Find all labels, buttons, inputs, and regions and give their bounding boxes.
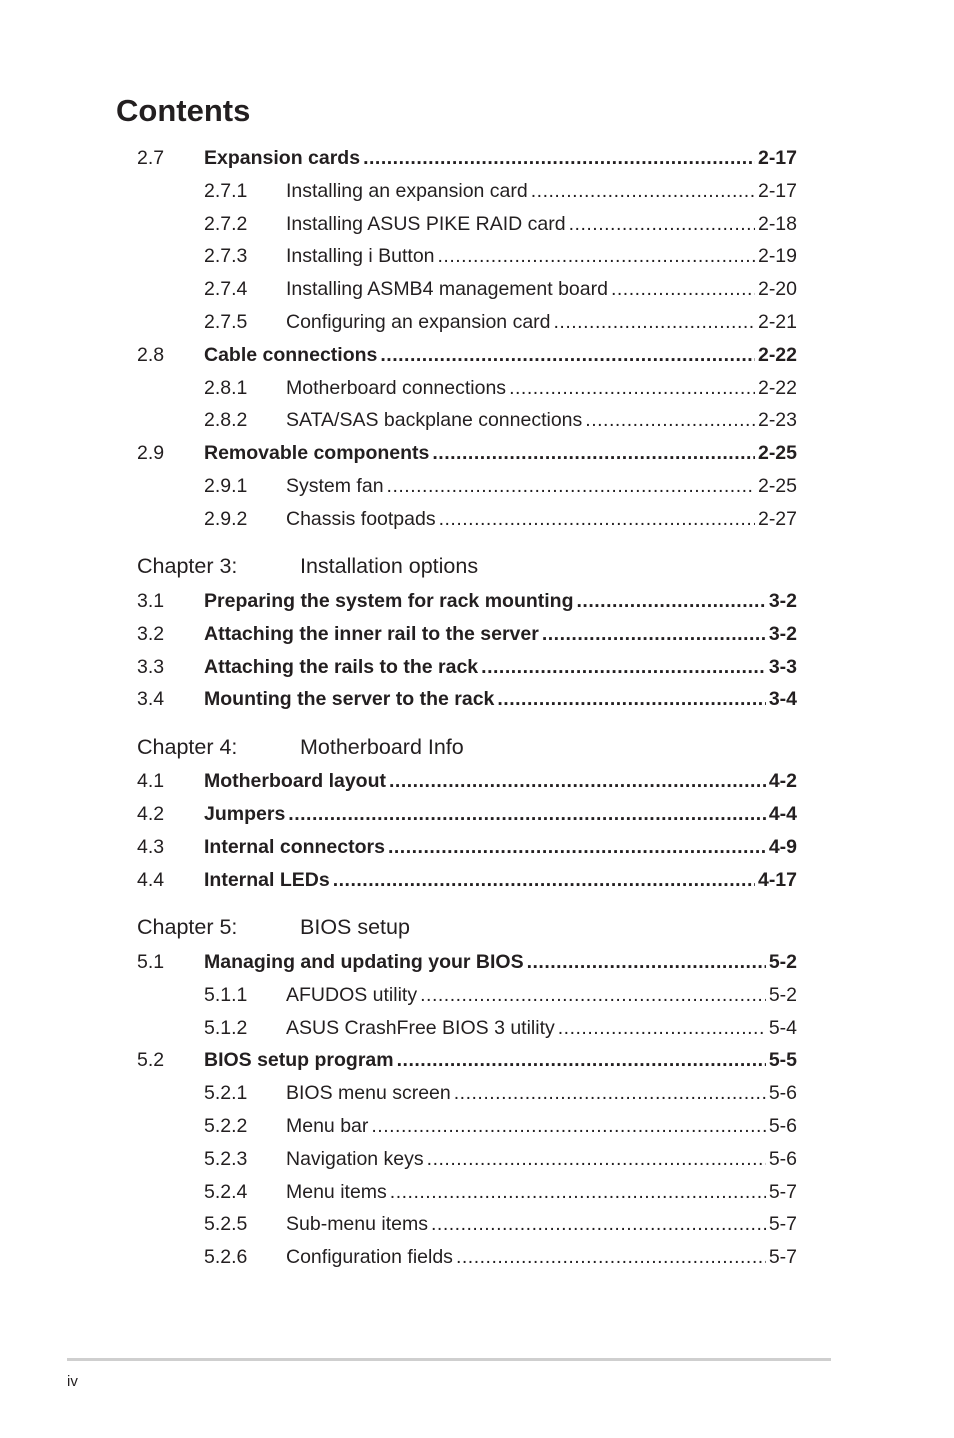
dot-leader (558, 1012, 766, 1045)
entry-page-number: 2-27 (757, 507, 797, 530)
entry-title: Internal connectors (204, 836, 385, 858)
entry-number: 5.1 (137, 950, 165, 973)
entry-number: 4.2 (137, 803, 165, 826)
entry-title: BIOS setup program (204, 1049, 394, 1072)
toc-subsection-entry[interactable] (0, 1077, 954, 1110)
entry-number: 5.2.3 (204, 1147, 248, 1170)
entry-page-number: 5-5 (768, 1049, 797, 1072)
dot-leader (585, 404, 755, 437)
entry-number: 3.1 (137, 589, 165, 612)
dot-leader (388, 831, 766, 864)
page-title: Contents (116, 93, 251, 128)
entry-title: Sub-menu items (286, 1213, 428, 1236)
entry-title: Motherboard connections (286, 376, 507, 399)
entry-number: 5.2.4 (204, 1180, 248, 1203)
entry-title: AFUDOS utility (286, 983, 418, 1006)
chapter-title: Installation options (300, 554, 479, 579)
entry-page-number: 4-2 (768, 770, 797, 793)
entry-title: Jumpers (204, 803, 286, 826)
entry-page-number: 5-6 (768, 1082, 797, 1105)
entry-page-number: 2-22 (757, 376, 797, 399)
dot-leader (542, 618, 766, 651)
entry-page-number: 2-22 (757, 343, 797, 366)
entry-title: Installing an expansion card (286, 179, 528, 202)
toc-section-entry[interactable] (0, 864, 954, 897)
entry-page-number: 2-23 (757, 409, 797, 432)
entry-title: Installing i Button (286, 245, 435, 268)
entry-number: 3.3 (137, 655, 165, 678)
entry-number: 2.8.1 (204, 376, 248, 399)
dot-leader (454, 1077, 766, 1110)
entry-number: 5.2.2 (204, 1114, 248, 1137)
toc-subsection-entry[interactable] (0, 979, 954, 1012)
entry-page-number: 2-17 (757, 179, 797, 202)
dot-leader (371, 1110, 765, 1143)
entry-number: 2.7.3 (204, 245, 248, 268)
dot-leader (380, 339, 755, 372)
entry-number: 2.8 (137, 343, 165, 366)
toc-subsection-entry[interactable] (0, 1012, 954, 1045)
chapter-label: Chapter 3: (137, 554, 238, 579)
toc-section-entry[interactable] (0, 946, 954, 979)
entry-page-number: 2-21 (757, 311, 797, 333)
entry-page-number: 3-4 (768, 688, 797, 711)
chapter-title: Motherboard Info (300, 734, 464, 759)
entry-page-number: 5-6 (768, 1147, 797, 1170)
entry-page-number: 5-7 (768, 1246, 797, 1269)
entry-number: 2.7 (137, 147, 165, 169)
entry-page-number: 3-2 (768, 622, 797, 645)
entry-page-number: 2-25 (757, 442, 797, 465)
dot-leader (531, 175, 755, 208)
toc-subsection-entry[interactable] (0, 503, 954, 536)
entry-title: SATA/SAS backplane connections (286, 409, 583, 432)
entry-title: Mounting the server to the rack (204, 688, 495, 711)
toc-subsection-entry[interactable] (0, 240, 954, 273)
entry-page-number: 5-6 (768, 1114, 797, 1137)
entry-number: 5.1.2 (204, 1016, 248, 1039)
entry-title: Internal LEDs (204, 868, 330, 891)
dot-leader (333, 864, 755, 897)
dot-leader (397, 1044, 766, 1077)
entry-page-number: 2-19 (757, 245, 797, 268)
entry-page-number: 5-4 (768, 1016, 797, 1039)
entry-title: Expansion cards (204, 147, 361, 169)
dot-leader (577, 585, 766, 618)
entry-page-number: 5-7 (768, 1213, 797, 1236)
entry-page-number: 2-25 (757, 475, 797, 497)
entry-page-number: 3-2 (768, 589, 797, 612)
entry-title: Installing ASUS PIKE RAID card (286, 212, 566, 235)
dot-leader (527, 946, 766, 979)
entry-number: 5.2.6 (204, 1246, 248, 1269)
entry-title: Configuration fields (286, 1246, 453, 1269)
entry-title: System fan (286, 475, 384, 497)
toc-subsection-entry[interactable] (0, 470, 954, 503)
dot-leader (438, 240, 755, 273)
chapter-title: BIOS setup (300, 915, 410, 940)
toc-subsection-entry[interactable] (0, 1143, 954, 1176)
dot-leader (288, 798, 766, 831)
toc-subsection-entry[interactable] (0, 175, 954, 208)
chapter-label: Chapter 4: (137, 734, 238, 759)
toc-section-entry[interactable] (0, 142, 954, 175)
entry-title: ASUS CrashFree BIOS 3 utility (286, 1016, 555, 1039)
toc-section-entry[interactable] (0, 651, 954, 684)
toc-subsection-entry[interactable] (0, 306, 954, 339)
toc-section-entry[interactable] (0, 339, 954, 372)
entry-number: 5.2.5 (204, 1213, 248, 1236)
toc-chapter-heading[interactable] (0, 731, 954, 764)
toc-section-entry[interactable] (0, 1044, 954, 1077)
dot-leader (569, 208, 755, 241)
toc-subsection-entry[interactable] (0, 404, 954, 437)
dot-leader (439, 503, 755, 536)
entry-number: 4.3 (137, 836, 165, 858)
toc-section-entry[interactable] (0, 798, 954, 831)
toc-subsection-entry[interactable] (0, 273, 954, 306)
entry-page-number: 5-2 (768, 950, 797, 973)
toc-subsection-entry[interactable] (0, 208, 954, 241)
entry-number: 2.7.4 (204, 278, 248, 301)
dot-leader (390, 1176, 766, 1209)
entry-number: 2.9.2 (204, 507, 248, 530)
toc-chapter-heading[interactable] (0, 550, 954, 583)
entry-number: 2.7.5 (204, 311, 248, 333)
entry-title: BIOS menu screen (286, 1082, 451, 1105)
entry-number: 5.2.1 (204, 1082, 248, 1105)
footer-divider (67, 1358, 831, 1361)
dot-leader (481, 651, 766, 684)
toc-subsection-entry[interactable] (0, 1241, 954, 1274)
dot-leader (431, 1208, 766, 1241)
entry-title: Motherboard layout (204, 770, 387, 793)
entry-number: 2.9.1 (204, 475, 248, 497)
page-number: iv (67, 1373, 78, 1390)
toc-section-entry[interactable] (0, 765, 954, 798)
entry-page-number: 5-7 (768, 1180, 797, 1203)
dot-leader (509, 372, 755, 405)
entry-title: Navigation keys (286, 1147, 424, 1170)
chapter-label: Chapter 5: (137, 915, 238, 940)
entry-number: 5.2 (137, 1049, 165, 1072)
entry-number: 2.9 (137, 442, 165, 465)
dot-leader (387, 470, 755, 503)
toc-subsection-entry[interactable] (0, 1110, 954, 1143)
entry-title: Installing ASMB4 management board (286, 278, 608, 301)
entry-number: 5.1.1 (204, 983, 248, 1006)
dot-leader (554, 306, 755, 339)
toc-subsection-entry[interactable] (0, 1176, 954, 1209)
dot-leader (611, 273, 755, 306)
entry-number: 3.4 (137, 688, 165, 711)
entry-title: Cable connections (204, 343, 378, 366)
entry-page-number: 4-9 (768, 836, 797, 858)
entry-number: 4.1 (137, 770, 165, 793)
toc-section-entry[interactable] (0, 831, 954, 864)
toc-section-entry[interactable] (0, 683, 954, 716)
entry-page-number: 2-18 (757, 212, 797, 235)
dot-leader (432, 437, 755, 470)
toc-section-entry[interactable] (0, 437, 954, 470)
entry-title: Preparing the system for rack mounting (204, 589, 574, 612)
dot-leader (363, 142, 755, 175)
entry-number: 3.2 (137, 622, 165, 645)
entry-title: Attaching the inner rail to the server (204, 622, 539, 645)
toc-section-entry[interactable] (0, 618, 954, 651)
entry-page-number: 2-17 (757, 147, 797, 169)
toc-section-entry[interactable] (0, 585, 954, 618)
dot-leader (497, 683, 765, 716)
entry-page-number: 4-17 (757, 868, 797, 891)
entry-page-number: 2-20 (757, 278, 797, 301)
entry-title: Attaching the rails to the rack (204, 655, 479, 678)
entry-title: Menu bar (286, 1114, 369, 1137)
entry-title: Removable components (204, 442, 430, 465)
entry-number: 2.7.2 (204, 212, 248, 235)
entry-number: 2.7.1 (204, 179, 248, 202)
dot-leader (456, 1241, 766, 1274)
entry-number: 2.8.2 (204, 409, 248, 432)
entry-title: Managing and updating your BIOS (204, 950, 524, 973)
entry-page-number: 5-2 (768, 983, 797, 1006)
entry-title: Configuring an expansion card (286, 311, 551, 333)
entry-title: Menu items (286, 1180, 387, 1203)
dot-leader (427, 1143, 766, 1176)
dot-leader (389, 765, 766, 798)
entry-page-number: 3-3 (768, 655, 797, 678)
entry-page-number: 4-4 (768, 803, 797, 826)
dot-leader (420, 979, 766, 1012)
entry-number: 4.4 (137, 868, 165, 891)
toc-subsection-entry[interactable] (0, 1208, 954, 1241)
toc-subsection-entry[interactable] (0, 372, 954, 405)
toc-chapter-heading[interactable] (0, 911, 954, 944)
entry-title: Chassis footpads (286, 507, 436, 530)
